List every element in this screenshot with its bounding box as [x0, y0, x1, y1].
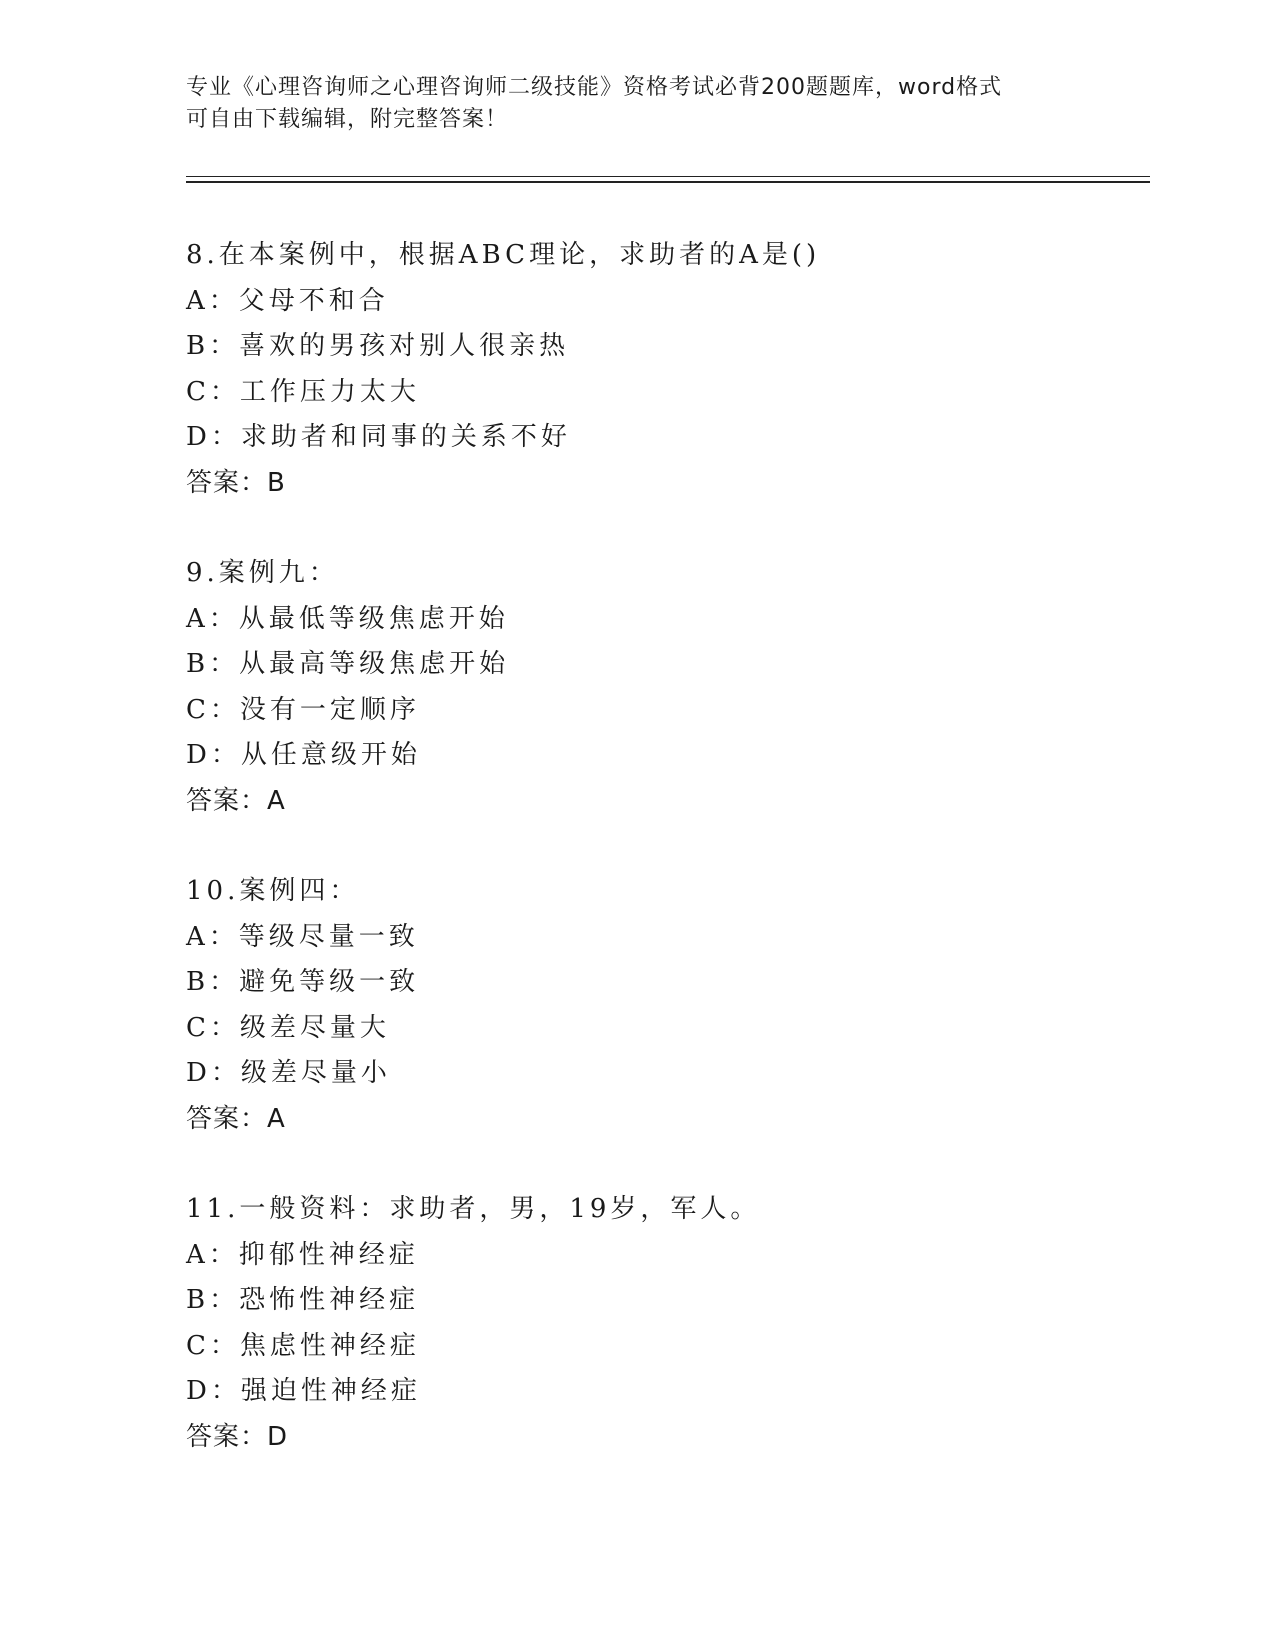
- option-b: B：从最高等级焦虑开始: [186, 649, 510, 679]
- option-d: D：级差尽量小: [186, 1058, 391, 1088]
- header-rule-thin: [186, 176, 1150, 177]
- answer-line: 答案：B: [186, 467, 286, 498]
- question-10: [186, 869, 1136, 1142]
- option-d: D：求助者和同事的关系不好: [186, 422, 571, 452]
- question-stem: 8.在本案例中，根据ABC理论，求助者的A是(): [186, 240, 821, 270]
- question-8: [186, 233, 1136, 506]
- option-a: A：父母不和合: [186, 285, 389, 316]
- option-d: D：从任意级开始: [186, 740, 421, 770]
- question-stem: 9.案例九：: [186, 558, 339, 588]
- answer-line: 答案：A: [186, 1103, 286, 1134]
- option-a: A：等级尽量一致: [186, 921, 419, 952]
- answer-line: 答案：A: [186, 785, 286, 816]
- option-a: A：抑郁性神经症: [186, 1239, 419, 1270]
- header-rule-thick: [186, 181, 1150, 183]
- question-stem: 11.一般资料：求助者，男，19岁，军人。: [186, 1194, 761, 1224]
- header-line-1: 专业《心理咨询师之心理咨询师二级技能》资格考试必背200题题库，word格式: [186, 75, 1003, 100]
- question-9: [186, 551, 1136, 824]
- option-c: C：焦虑性神经症: [186, 1330, 420, 1361]
- option-b: B：避免等级一致: [186, 967, 420, 997]
- option-b: B：喜欢的男孩对别人很亲热: [186, 331, 570, 361]
- option-c: C：工作压力太大: [186, 376, 420, 407]
- header-line-2: 可自由下载编辑，附完整答案！: [186, 107, 509, 132]
- option-a: A：从最低等级焦虑开始: [186, 603, 509, 634]
- option-d: D：强迫性神经症: [186, 1376, 421, 1406]
- option-b: B：恐怖性神经症: [186, 1285, 420, 1315]
- question-11: [186, 1187, 1136, 1460]
- option-c: C：级差尽量大: [186, 1012, 390, 1043]
- option-c: C：没有一定顺序: [186, 694, 420, 725]
- document-header: [186, 72, 1086, 136]
- question-stem: 10.案例四：: [186, 876, 360, 906]
- answer-line: 答案：D: [186, 1421, 289, 1452]
